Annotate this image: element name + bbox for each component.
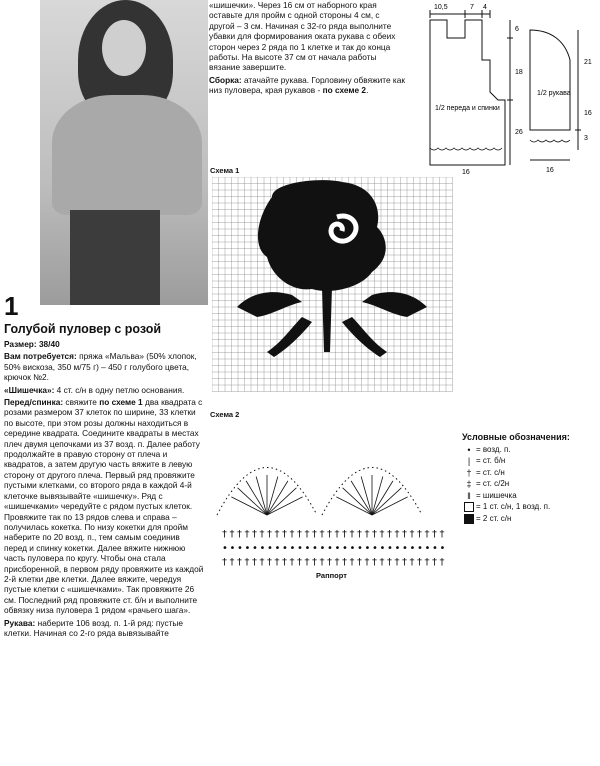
- photo-sweater: [52, 95, 202, 215]
- svg-text:†: †: [372, 529, 377, 540]
- svg-text:•: •: [334, 543, 341, 554]
- svg-text:†: †: [327, 557, 332, 568]
- legend-item: [462, 467, 598, 479]
- svg-text:†: †: [364, 557, 370, 568]
- svg-text:†: †: [402, 529, 407, 540]
- svg-text:†: †: [387, 557, 392, 568]
- svg-text:†: †: [244, 529, 250, 540]
- svg-text:†: †: [222, 529, 227, 540]
- legend-symbol-icon: [462, 514, 476, 524]
- dim-sleeve-bottom: 16: [546, 167, 554, 174]
- dim-right-c: 26: [515, 129, 523, 136]
- pattern-title: Голубой пуловер с розой: [4, 322, 162, 336]
- svg-text:†: †: [334, 529, 340, 540]
- legend-item: [462, 490, 598, 502]
- photo-jeans: [70, 210, 160, 305]
- svg-text:•: •: [259, 543, 266, 554]
- dim-sleeve-c: 3: [584, 135, 588, 142]
- legend-item: [462, 479, 598, 491]
- svg-text:†: †: [357, 529, 362, 540]
- legend-symbol-icon: •: [467, 444, 471, 455]
- svg-text:†: †: [267, 529, 272, 540]
- legend-heading: Условные обозначения:: [462, 432, 570, 442]
- svg-text:†: †: [342, 557, 347, 568]
- svg-text:†: †: [394, 557, 400, 568]
- svg-text:†: †: [409, 529, 415, 540]
- legend-symbol-icon: [462, 502, 476, 512]
- svg-text:†: †: [424, 529, 430, 540]
- svg-text:†: †: [439, 529, 445, 540]
- legend-item: [462, 456, 598, 468]
- svg-text:•: •: [387, 543, 393, 554]
- svg-text:†: †: [319, 529, 325, 540]
- legend-symbol-icon: ‖: [467, 490, 471, 501]
- svg-text:•: •: [394, 543, 401, 554]
- model-photo: [40, 0, 208, 305]
- svg-text:•: •: [244, 543, 251, 554]
- svg-text:†: †: [349, 557, 355, 568]
- svg-text:†: †: [379, 529, 385, 540]
- svg-text:•: •: [319, 543, 326, 554]
- svg-text:†: †: [432, 557, 437, 568]
- sleeves: Рукава: наберите 106 возд. п. 1-й ряд: пустые клетки. Начиная со 2-го ряда вывязывайте: [4, 617, 183, 638]
- svg-text:†: †: [372, 557, 377, 568]
- legend-symbol-icon: |: [467, 456, 471, 467]
- svg-text:†: †: [304, 557, 310, 568]
- dim-right-b: 18: [515, 69, 523, 76]
- front-back: Перед/спинка: свяжите по схеме 1 два квадрата с розами размером 37 клеток по ширине, 33 клетки по высоте, при этом розы должны находиться в середине квадрата. Соедините квадраты в местах плеч двумя цепочками из 37 возд. п. Далее работу продолжайте в правую сторону от плеча и квадратов, а затем другую часть вяжите в левую сторону от другого плеча. Первый ряд провяжите пустыми клетками, со второго ряда в каждой 4-й клеточке вывязывайте «шишечку». Ряд с «шишечками» чередуйте с рядом пустых клеток. Провяжите так по 13 рядов слева и справа – получилась кокетка. По низу кокетки для пройм наберите по 20 возд. п., тем самым соединив перед и спинку кокетки. Далее вяжите нижнюю часть пуловера по кругу. Чтобы она стала присборенной, в первом ряду провяжите из каждой 2-й клетки две клетки. Далее вяжите, чередуя пустые клетки с «шишечками». Так провяжите 26 см. Последний ряд провяжите ст. б/н и выполните обвязку низа пуловера 1 рядом «рачьего шага».: [4, 397, 204, 616]
- svg-text:†: †: [289, 557, 295, 568]
- sleeves-continued: «шишечки». Через 16 см от наборного края оставьте для пройм с одной стороны 4 см, с другой – 3 см. Начиная с 32-го ряда выполните убавки для формирования оката рукава с обеих сторон через 2 ряда по 1 клетке и так до конца работы. На высоте 37 см от начала работы вязание завершите.: [209, 0, 396, 73]
- svg-text:†: †: [282, 529, 287, 540]
- dim-sleeve-b: 16: [584, 110, 592, 117]
- svg-text:•: •: [327, 543, 333, 554]
- legend-symbol-icon: ‡: [466, 479, 472, 490]
- dim-top-c: 4: [483, 4, 487, 11]
- svg-text:•: •: [439, 543, 446, 554]
- dim-top-b: 7: [470, 4, 474, 11]
- svg-text:†: †: [409, 557, 415, 568]
- legend-text: = возд. п.: [476, 444, 511, 454]
- svg-text:•: •: [424, 543, 431, 554]
- instructions-left: [4, 322, 204, 640]
- svg-text:•: •: [342, 543, 348, 554]
- dim-sleeve-a: 21: [584, 59, 592, 66]
- svg-text:†: †: [237, 529, 242, 540]
- svg-text:†: †: [297, 557, 302, 568]
- svg-text:•: •: [417, 543, 423, 554]
- svg-text:†: †: [297, 529, 302, 540]
- legend-text: = ст. б/н: [476, 456, 506, 466]
- svg-text:†: †: [237, 557, 242, 568]
- svg-text:•: •: [349, 543, 356, 554]
- legend-text: = 1 ст. с/н, 1 возд. п.: [476, 502, 551, 512]
- svg-text:•: •: [297, 543, 303, 554]
- svg-text:•: •: [304, 543, 311, 554]
- svg-text:•: •: [379, 543, 386, 554]
- svg-text:†: †: [402, 557, 407, 568]
- svg-text:†: †: [259, 557, 265, 568]
- dim-bottom: 16: [462, 169, 470, 175]
- legend-text: = ст. с/н: [476, 467, 505, 477]
- svg-text:•: •: [402, 543, 408, 554]
- garment-schematic: [410, 0, 600, 175]
- shishechka: «Шишечка»: 4 ст. с/н в одну петлю основания.: [4, 384, 185, 395]
- svg-text:†: †: [364, 529, 370, 540]
- svg-text:†: †: [259, 529, 265, 540]
- dim-top-a: 10,5: [434, 4, 448, 11]
- svg-text:•: •: [364, 543, 371, 554]
- svg-text:•: •: [274, 543, 281, 554]
- svg-text:•: •: [409, 543, 416, 554]
- svg-text:•: •: [282, 543, 288, 554]
- svg-text:†: †: [252, 529, 257, 540]
- svg-text:†: †: [439, 557, 445, 568]
- svg-text:•: •: [252, 543, 258, 554]
- svg-text:•: •: [312, 543, 318, 554]
- legend-item: [462, 502, 598, 514]
- svg-text:†: †: [387, 529, 392, 540]
- scheme1-label: Схема 1: [210, 166, 240, 175]
- legend-symbol-icon: †: [466, 467, 472, 478]
- svg-text:†: †: [417, 557, 422, 568]
- legend-item: [462, 513, 598, 525]
- legend-item: [462, 444, 598, 456]
- svg-text:†: †: [304, 529, 310, 540]
- svg-text:†: †: [282, 557, 287, 568]
- svg-text:†: †: [342, 529, 347, 540]
- svg-text:†: †: [267, 557, 272, 568]
- materials: Вам потребуется: пряжа «Мальва» (50% хлопок, 50% вискоза, 350 м/75 г) – 450 г голубого цвета, крючок №2.: [4, 351, 197, 383]
- svg-text:•: •: [357, 543, 363, 554]
- svg-text:†: †: [312, 529, 317, 540]
- svg-text:†: †: [229, 557, 235, 568]
- svg-text:†: †: [274, 557, 280, 568]
- svg-text:•: •: [432, 543, 438, 554]
- edging-chart: [212, 420, 457, 570]
- svg-text:†: †: [289, 529, 295, 540]
- svg-text:†: †: [312, 557, 317, 568]
- svg-text:†: †: [274, 529, 280, 540]
- scheme2-label: Схема 2: [210, 410, 240, 419]
- photo-face: [102, 20, 146, 76]
- legend-text: = шишечка: [476, 490, 517, 500]
- legend: [462, 432, 598, 525]
- svg-text:†: †: [334, 557, 340, 568]
- svg-text:†: †: [432, 529, 437, 540]
- rapport-label: Раппорт: [316, 571, 347, 580]
- instructions-mid: [209, 0, 407, 98]
- svg-text:†: †: [349, 529, 355, 540]
- svg-text:†: †: [319, 557, 325, 568]
- svg-text:•: •: [237, 543, 243, 554]
- svg-text:†: †: [417, 529, 422, 540]
- svg-text:†: †: [327, 529, 332, 540]
- svg-text:†: †: [244, 557, 250, 568]
- pattern-number: 1: [4, 291, 19, 321]
- svg-text:†: †: [222, 557, 227, 568]
- dim-right-a: 6: [515, 26, 519, 33]
- svg-text:•: •: [267, 543, 273, 554]
- svg-text:•: •: [289, 543, 296, 554]
- svg-text:•: •: [372, 543, 378, 554]
- svg-text:†: †: [379, 557, 385, 568]
- piece-label-front: 1/2 переда и спинки: [435, 105, 500, 112]
- svg-text:•: •: [222, 543, 228, 554]
- svg-text:•: •: [229, 543, 236, 554]
- piece-label-sleeve: 1/2 рукава: [537, 90, 571, 97]
- svg-text:†: †: [229, 529, 235, 540]
- svg-text:†: †: [424, 557, 430, 568]
- svg-text:†: †: [357, 557, 362, 568]
- assembly: Сборка: атачайте рукава. Горловину обвяжите как низ пуловера, края рукавов - по схеме 2.: [209, 74, 405, 96]
- size-line: Размер: 38/40: [4, 339, 60, 349]
- svg-text:†: †: [252, 557, 257, 568]
- legend-text: = 2 ст. с/н: [476, 513, 512, 523]
- svg-text:†: †: [394, 529, 400, 540]
- rose-chart-grid: [212, 177, 454, 399]
- legend-text: = ст. с/2н: [476, 479, 510, 489]
